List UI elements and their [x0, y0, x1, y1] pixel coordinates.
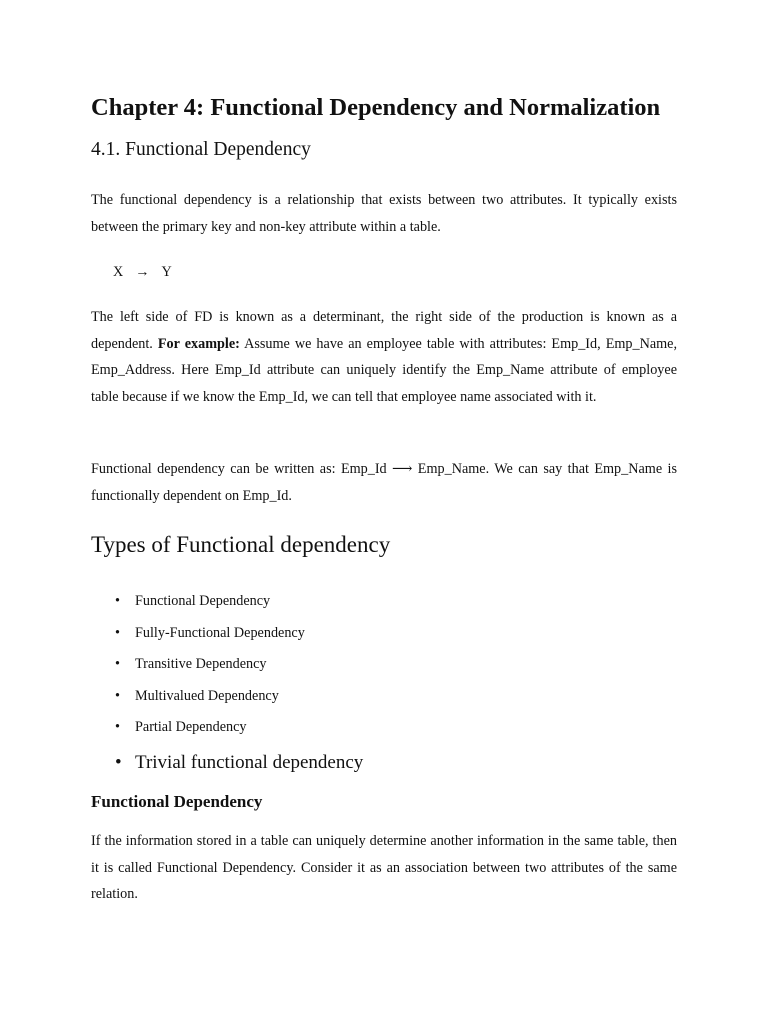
determinant-paragraph — [91, 304, 677, 410]
notation-paragraph: Functional dependency can be written as: Emp_Id ⟶ Emp_Name. We can say that Emp_Name is functionally dependent on Emp_Id. — [91, 461, 677, 504]
bullet-icon: • — [115, 624, 120, 641]
list-item-label: Fully-Functional Dependency — [135, 624, 305, 641]
intro-paragraph: The functional dependency is a relationship that exists between two attributes. It typically exists between the primary key and non-key attribute within a table. — [91, 192, 677, 235]
fd-formula — [113, 260, 172, 284]
list-item — [91, 650, 677, 682]
fd-heading: Functional Dependency — [91, 792, 263, 811]
bullet-icon: • — [115, 656, 120, 673]
bullet-icon: • — [115, 751, 122, 773]
formula-arrow-icon: → — [135, 264, 150, 280]
fd-definition-paragraph: If the information stored in a table can uniquely determine another information in the same table, then it is called Functional Dependency. Consider it as an association between two attributes of the same relation. — [91, 833, 677, 902]
list-item-label: Partial Dependency — [135, 719, 247, 736]
chapter-title: Chapter 4: Functional Dependency and Normalization — [91, 94, 661, 121]
bullet-icon: • — [115, 593, 120, 609]
bullet-icon: • — [115, 719, 120, 736]
list-item — [91, 713, 677, 745]
example-label: For example: — [157, 335, 240, 352]
list-item — [91, 619, 677, 651]
formula-determinant: X — [113, 264, 124, 280]
list-item — [91, 682, 677, 714]
bullet-icon: • — [115, 687, 120, 704]
list-item-label: Trivial functional dependency — [135, 751, 364, 773]
list-item — [91, 587, 677, 619]
determinant-text: The left side of FD is known as a determinant, the right side of the production is known as a dependent. — [91, 309, 677, 352]
list-item-label: Functional Dependency — [135, 593, 271, 609]
types-heading: Types of Functional dependency — [91, 532, 391, 557]
types-list — [91, 587, 677, 781]
formula-dependent: Y — [161, 264, 172, 280]
section-title: 4.1. Functional Dependency — [91, 139, 311, 160]
list-item — [91, 747, 677, 781]
example-text: Assume we have an employee table with attributes: Emp_Id, Emp_Name, Emp_Address. Here Emp_Id attribute can uniquely identify the Emp_Name attribute of employee table because if we know the Emp_Id, we can tell that employee name associated with it. — [91, 335, 678, 405]
list-item-label: Multivalued Dependency — [135, 687, 279, 704]
list-item-label: Transitive Dependency — [135, 656, 267, 673]
